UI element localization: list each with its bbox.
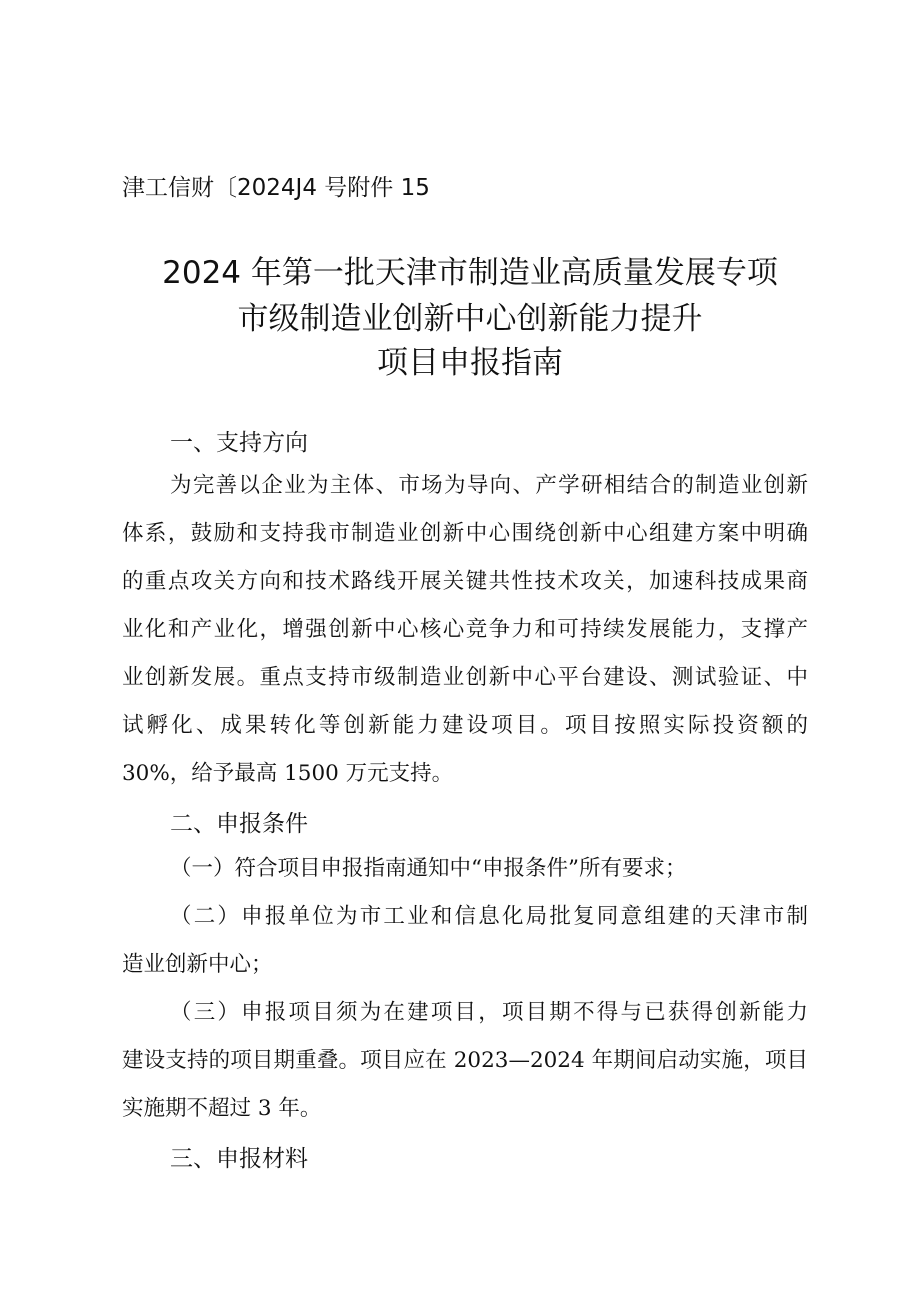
section-heading-support-direction: 一、支持方向 xyxy=(170,430,308,456)
paragraph-line: 业化和产业化，增强创新中心核心竞争力和可持续发展能力，支撑产 xyxy=(122,617,808,642)
section-heading-conditions: 二、申报条件 xyxy=(170,811,308,837)
paragraph-line: （一）符合项目申报指南通知中“申报条件”所有要求； xyxy=(170,856,687,881)
paragraph-line: 30%，给予最高 1500 万元支持。 xyxy=(122,761,454,786)
paragraph-line: （二）申报单位为市工业和信息化局批复同意组建的天津市制 xyxy=(170,904,808,929)
paragraph-line: 实施期不超过 3 年。 xyxy=(122,1096,322,1121)
document-reference-number: 津工信财〔2024J4 号附件 15 xyxy=(122,175,430,201)
paragraph-line: 为完善以企业为主体、市场为导向、产学研相结合的制造业创新 xyxy=(170,473,808,498)
document-title-line-1: 2024 年第一批天津市制造业高质量发展专项 xyxy=(162,255,778,291)
paragraph-line: 的重点攻关方向和技术路线开展关键共性技术攻关，加速科技成果商 xyxy=(122,569,808,594)
document-title-line-2: 市级制造业创新中心创新能力提升 xyxy=(237,301,703,337)
paragraph-line: 业创新发展。重点支持市级制造业创新中心平台建设、测试验证、中 xyxy=(122,665,808,690)
paragraph-line: （三）申报项目须为在建项目，项目期不得与已获得创新能力 xyxy=(170,1000,808,1025)
paragraph-line: 试孵化、成果转化等创新能力建设项目。项目按照实际投资额的 xyxy=(122,713,808,738)
section-heading-materials: 三、申报材料 xyxy=(170,1146,308,1172)
paragraph-line: 体系，鼓励和支持我市制造业创新中心围绕创新中心组建方案中明确 xyxy=(122,521,808,546)
document-title-line-3: 项目申报指南 xyxy=(377,345,563,381)
paragraph-line: 建设支持的项目期重叠。项目应在 2023—2024 年期间启动实施，项目 xyxy=(122,1048,808,1073)
paragraph-line: 造业创新中心； xyxy=(122,952,273,977)
